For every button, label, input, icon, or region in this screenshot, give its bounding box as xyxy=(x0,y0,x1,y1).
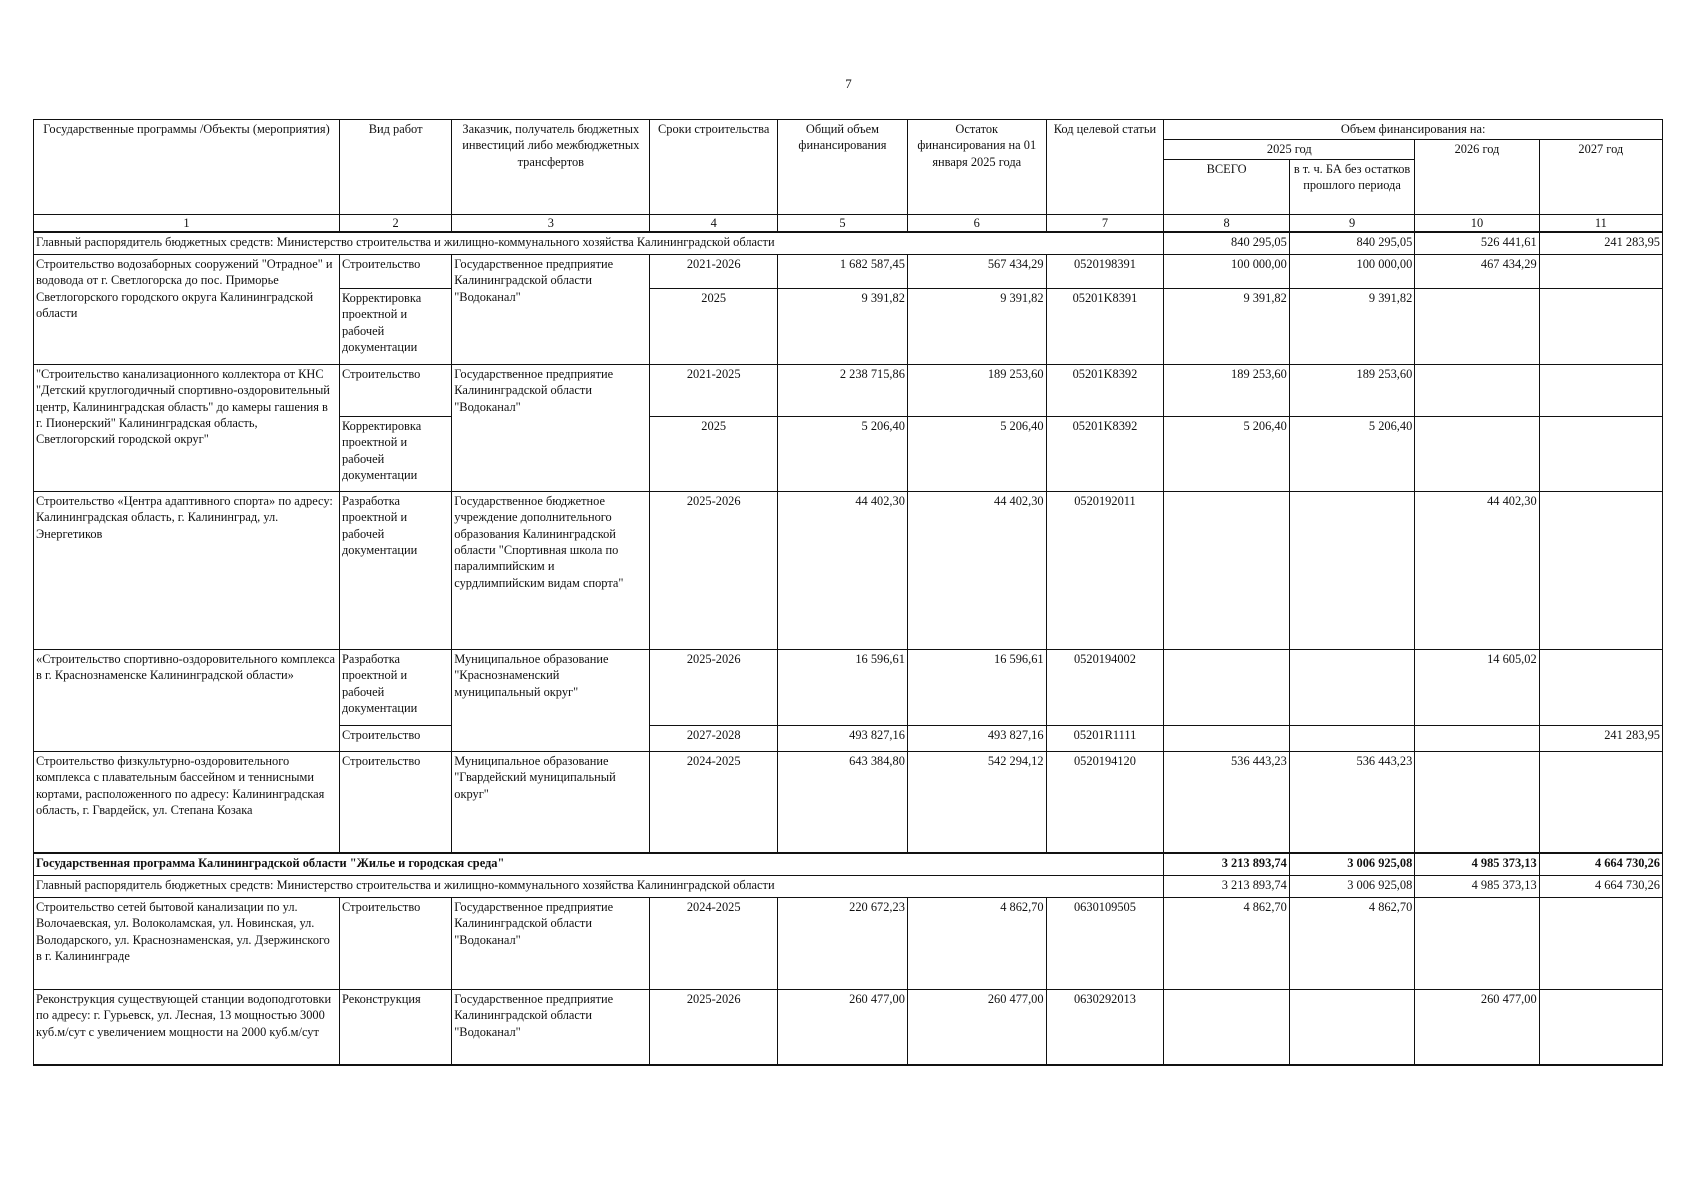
code: 0520192011 xyxy=(1046,491,1164,649)
work-type: Реконструкция xyxy=(339,989,451,1065)
value-cell: 3 213 893,74 xyxy=(1164,853,1289,875)
col-num: 7 xyxy=(1046,215,1164,233)
value-cell: 5 206,40 xyxy=(1164,416,1289,491)
table-row xyxy=(34,897,1663,989)
header-remainder: Остаток финансирования на 01 января 2025 года xyxy=(907,120,1046,215)
table-row xyxy=(34,364,1663,416)
header-2025: 2025 год xyxy=(1164,140,1415,160)
col-num: 1 xyxy=(34,215,340,233)
header-programs: Государственные программы /Объекты (мероприятия) xyxy=(34,120,340,215)
value-cell: 189 253,60 xyxy=(1164,364,1289,416)
value-cell xyxy=(1415,288,1539,364)
value-cell: 241 283,95 xyxy=(1539,232,1662,254)
term: 2021-2025 xyxy=(650,364,778,416)
value-cell xyxy=(1289,989,1414,1065)
value-cell: 536 443,23 xyxy=(1289,751,1414,853)
term: 2021-2026 xyxy=(650,254,778,288)
col-num: 6 xyxy=(907,215,1046,233)
work-type: Корректировка проектной и рабочей документации xyxy=(339,416,451,491)
value-cell: 526 441,61 xyxy=(1415,232,1539,254)
value-cell: 4 862,70 xyxy=(1289,897,1414,989)
header-all: ВСЕГО xyxy=(1164,160,1289,215)
remainder: 189 253,60 xyxy=(907,364,1046,416)
customer: Муниципальное образование "Гвардейский муниципальный округ" xyxy=(452,751,650,853)
object-name: Реконструкция существующей станции водоподготовки по адресу: г. Гурьевск, ул. Лесная, 13 мощностью 3000 куб.м/сут с увеличением мощности на 2000 куб.м/сут xyxy=(34,989,340,1065)
work-type: Строительство xyxy=(339,254,451,288)
term: 2025 xyxy=(650,288,778,364)
code: 0630292013 xyxy=(1046,989,1164,1065)
work-type: Разработка проектной и рабочей документации xyxy=(339,491,451,649)
value-cell: 840 295,05 xyxy=(1164,232,1289,254)
object-name: "Строительство канализационного коллектора от КНС "Детский круглогодичный спортивно-оздоровительный центр, Калининградская область" до камеры гашения в г. Пионерский" Калининградская область, Светлогорский городской округ" xyxy=(34,364,340,491)
value-cell: 14 605,02 xyxy=(1415,649,1539,725)
value-cell xyxy=(1415,364,1539,416)
total: 44 402,30 xyxy=(778,491,908,649)
customer: Муниципальное образование "Краснознаменский муниципальный округ" xyxy=(452,649,650,751)
code: 0520194002 xyxy=(1046,649,1164,725)
col-num: 4 xyxy=(650,215,778,233)
value-cell xyxy=(1164,989,1289,1065)
value-cell: 189 253,60 xyxy=(1289,364,1414,416)
term: 2024-2025 xyxy=(650,897,778,989)
remainder: 9 391,82 xyxy=(907,288,1046,364)
column-numbers-row xyxy=(34,215,1663,233)
value-cell xyxy=(1539,254,1662,288)
value-cell xyxy=(1539,288,1662,364)
value-cell xyxy=(1415,725,1539,751)
value-cell: 241 283,95 xyxy=(1539,725,1662,751)
total: 1 682 587,45 xyxy=(778,254,908,288)
program-label: Государственная программа Калининградской области "Жилье и городская среда" xyxy=(34,853,1164,875)
value-cell: 3 213 893,74 xyxy=(1164,875,1289,897)
chief-administrator-label: Главный распорядитель бюджетных средств: Министерство строительства и жилищно-коммунального хозяйства Калининградской области xyxy=(34,232,1164,254)
value-cell xyxy=(1289,491,1414,649)
col-num: 10 xyxy=(1415,215,1539,233)
total: 260 477,00 xyxy=(778,989,908,1065)
code: 0520194120 xyxy=(1046,751,1164,853)
value-cell xyxy=(1539,989,1662,1065)
value-cell: 100 000,00 xyxy=(1164,254,1289,288)
value-cell xyxy=(1164,491,1289,649)
value-cell: 840 295,05 xyxy=(1289,232,1414,254)
value-cell xyxy=(1539,751,1662,853)
table-row xyxy=(34,649,1663,725)
value-cell xyxy=(1539,897,1662,989)
value-cell xyxy=(1415,416,1539,491)
remainder: 542 294,12 xyxy=(907,751,1046,853)
total: 5 206,40 xyxy=(778,416,908,491)
remainder: 5 206,40 xyxy=(907,416,1046,491)
object-name: «Строительство спортивно-оздоровительного комплекса в г. Краснознаменске Калининградской области» xyxy=(34,649,340,751)
value-cell: 4 985 373,13 xyxy=(1415,875,1539,897)
object-name: Строительство сетей бытовой канализации по ул. Волочаевская, ул. Волоколамская, ул. Новинская, ул. Володарского, ул. Краснознаменская, ул. Дзержинского в г. Калининграде xyxy=(34,897,340,989)
work-type: Строительство xyxy=(339,751,451,853)
value-cell: 9 391,82 xyxy=(1289,288,1414,364)
value-cell: 3 006 925,08 xyxy=(1289,853,1414,875)
total: 643 384,80 xyxy=(778,751,908,853)
value-cell xyxy=(1289,725,1414,751)
table-row xyxy=(34,254,1663,288)
header-work-type: Вид работ xyxy=(339,120,451,215)
header-ba: в т. ч. БА без остатков прошлого периода xyxy=(1289,160,1414,215)
customer: Государственное предприятие Калининградской области "Водоканал" xyxy=(452,254,650,364)
term: 2027-2028 xyxy=(650,725,778,751)
col-num: 3 xyxy=(452,215,650,233)
value-cell: 9 391,82 xyxy=(1164,288,1289,364)
value-cell xyxy=(1164,725,1289,751)
value-cell: 4 664 730,26 xyxy=(1539,875,1662,897)
table-row xyxy=(34,491,1663,649)
remainder: 260 477,00 xyxy=(907,989,1046,1065)
chief-administrator-row xyxy=(34,232,1663,254)
object-name: Строительство «Центра адаптивного спорта» по адресу: Калининградская область, г. Калининград, ул. Энергетиков xyxy=(34,491,340,649)
value-cell: 536 443,23 xyxy=(1164,751,1289,853)
code: 0630109505 xyxy=(1046,897,1164,989)
total: 9 391,82 xyxy=(778,288,908,364)
remainder: 4 862,70 xyxy=(907,897,1046,989)
value-cell xyxy=(1164,649,1289,725)
term: 2025-2026 xyxy=(650,649,778,725)
value-cell: 44 402,30 xyxy=(1415,491,1539,649)
col-num: 11 xyxy=(1539,215,1662,233)
customer: Государственное бюджетное учреждение дополнительного образования Калининградской области "Спортивная школа по паралимпийским и сурдлимпийским видам спорта" xyxy=(452,491,650,649)
object-name: Строительство физкультурно-оздоровительного комплекса с плавательным бассейном и теннисными кортами, расположенного по адресу: Калининградская область, г. Гвардейск, ул. Степана Козака xyxy=(34,751,340,853)
code: 05201K8392 xyxy=(1046,364,1164,416)
value-cell: 4 985 373,13 xyxy=(1415,853,1539,875)
program-row xyxy=(34,853,1663,875)
total: 493 827,16 xyxy=(778,725,908,751)
code: 05201K8392 xyxy=(1046,416,1164,491)
value-cell: 3 006 925,08 xyxy=(1289,875,1414,897)
remainder: 567 434,29 xyxy=(907,254,1046,288)
remainder: 493 827,16 xyxy=(907,725,1046,751)
table-row xyxy=(34,989,1663,1065)
term: 2025-2026 xyxy=(650,491,778,649)
value-cell: 5 206,40 xyxy=(1289,416,1414,491)
remainder: 16 596,61 xyxy=(907,649,1046,725)
value-cell: 260 477,00 xyxy=(1415,989,1539,1065)
value-cell xyxy=(1539,416,1662,491)
remainder: 44 402,30 xyxy=(907,491,1046,649)
chief-administrator-label: Главный распорядитель бюджетных средств: Министерство строительства и жилищно-коммунального хозяйства Калининградской области xyxy=(34,875,1164,897)
term: 2025-2026 xyxy=(650,989,778,1065)
header-code: Код целевой статьи xyxy=(1046,120,1164,215)
term: 2025 xyxy=(650,416,778,491)
total: 220 672,23 xyxy=(778,897,908,989)
value-cell: 467 434,29 xyxy=(1415,254,1539,288)
col-num: 9 xyxy=(1289,215,1414,233)
value-cell xyxy=(1415,751,1539,853)
header-customer: Заказчик, получатель бюджетных инвестиций либо межбюджетных трансфертов xyxy=(452,120,650,215)
work-type: Строительство xyxy=(339,725,451,751)
col-num: 5 xyxy=(778,215,908,233)
code: 05201R1111 xyxy=(1046,725,1164,751)
customer: Государственное предприятие Калининградской области "Водоканал" xyxy=(452,364,650,491)
work-type: Корректировка проектной и рабочей документации xyxy=(339,288,451,364)
col-num: 8 xyxy=(1164,215,1289,233)
col-num: 2 xyxy=(339,215,451,233)
financing-table xyxy=(33,119,1663,1066)
total: 16 596,61 xyxy=(778,649,908,725)
header-funding: Объем финансирования на: xyxy=(1164,120,1663,140)
value-cell xyxy=(1539,364,1662,416)
value-cell xyxy=(1415,897,1539,989)
total: 2 238 715,86 xyxy=(778,364,908,416)
header-total: Общий объем финансирования xyxy=(778,120,908,215)
header-2027: 2027 год xyxy=(1539,140,1662,215)
value-cell: 4 862,70 xyxy=(1164,897,1289,989)
value-cell: 100 000,00 xyxy=(1289,254,1414,288)
value-cell xyxy=(1289,649,1414,725)
header-2026: 2026 год xyxy=(1415,140,1539,215)
table-row xyxy=(34,751,1663,853)
value-cell: 4 664 730,26 xyxy=(1539,853,1662,875)
work-type: Разработка проектной и рабочей документации xyxy=(339,649,451,725)
page-number: 7 xyxy=(845,76,852,91)
term: 2024-2025 xyxy=(650,751,778,853)
chief-administrator-row xyxy=(34,875,1663,897)
work-type: Строительство xyxy=(339,897,451,989)
code: 05201K8391 xyxy=(1046,288,1164,364)
object-name: Строительство водозаборных сооружений "Отрадное" и водовода от г. Светлогорска до пос. Приморье Светлогорского городского округа Калининградской области xyxy=(34,254,340,364)
code: 0520198391 xyxy=(1046,254,1164,288)
value-cell xyxy=(1539,491,1662,649)
customer: Государственное предприятие Калининградской области "Водоканал" xyxy=(452,989,650,1065)
value-cell xyxy=(1539,649,1662,725)
work-type: Строительство xyxy=(339,364,451,416)
customer: Государственное предприятие Калининградской области "Водоканал" xyxy=(452,897,650,989)
header-terms: Сроки строительства xyxy=(650,120,778,215)
